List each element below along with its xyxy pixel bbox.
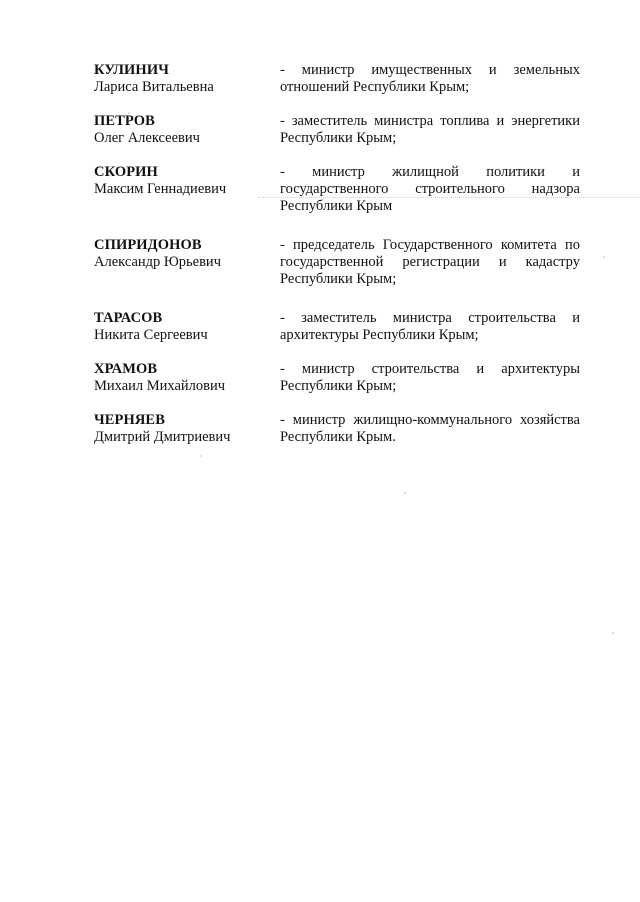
member-role: - заместитель министра топлива и энергетики Республики Крым; [280, 113, 580, 146]
member-surname: ХРАМОВ [94, 361, 158, 377]
scan-speck [612, 632, 614, 634]
member-name [94, 310, 280, 344]
member-given-names: Лариса Витальевна [94, 79, 214, 95]
member-surname: ПЕТРОВ [94, 113, 155, 129]
member-given-names: Максим Геннадиевич [94, 181, 227, 197]
scan-speck [404, 492, 406, 494]
member-name [94, 62, 280, 96]
member-list [94, 62, 580, 463]
member-given-names: Олег Алексеевич [94, 130, 200, 146]
list-item [94, 62, 580, 96]
member-name [94, 361, 280, 395]
scan-speck [603, 256, 605, 258]
member-role: - заместитель министра строительства и архитектуры Республики Крым; [280, 310, 580, 343]
member-role: - министр жилищной политики и государственного строительного надзора Республики Крым [280, 164, 580, 214]
member-role: - министр имущественных и земельных отношений Республики Крым; [280, 62, 580, 95]
member-surname: ТАРАСОВ [94, 310, 163, 326]
member-name [94, 164, 280, 198]
member-given-names: Дмитрий Дмитриевич [94, 429, 231, 445]
member-role: - председатель Государственного комитета по государственной регистрации и кадастру Республики Крым; [280, 237, 580, 287]
member-name [94, 412, 280, 446]
list-item [94, 310, 580, 344]
member-given-names: Михаил Михайлович [94, 378, 226, 394]
member-surname: СКОРИН [94, 164, 158, 180]
member-surname: СПИРИДОНОВ [94, 237, 202, 253]
member-surname: ЧЕРНЯЕВ [94, 412, 165, 428]
member-surname: КУЛИНИЧ [94, 62, 169, 78]
member-given-names: Александр Юрьевич [94, 254, 221, 270]
member-role: - министр жилищно-коммунального хозяйства Республики Крым. [280, 412, 580, 445]
list-item [94, 113, 580, 147]
member-role: - министр строительства и архитектуры Республики Крым; [280, 361, 580, 394]
list-item [94, 164, 580, 215]
list-item [94, 412, 580, 446]
member-name [94, 237, 280, 271]
member-name [94, 113, 280, 147]
list-item [94, 237, 580, 288]
list-item [94, 361, 580, 395]
member-given-names: Никита Сергеевич [94, 327, 208, 343]
